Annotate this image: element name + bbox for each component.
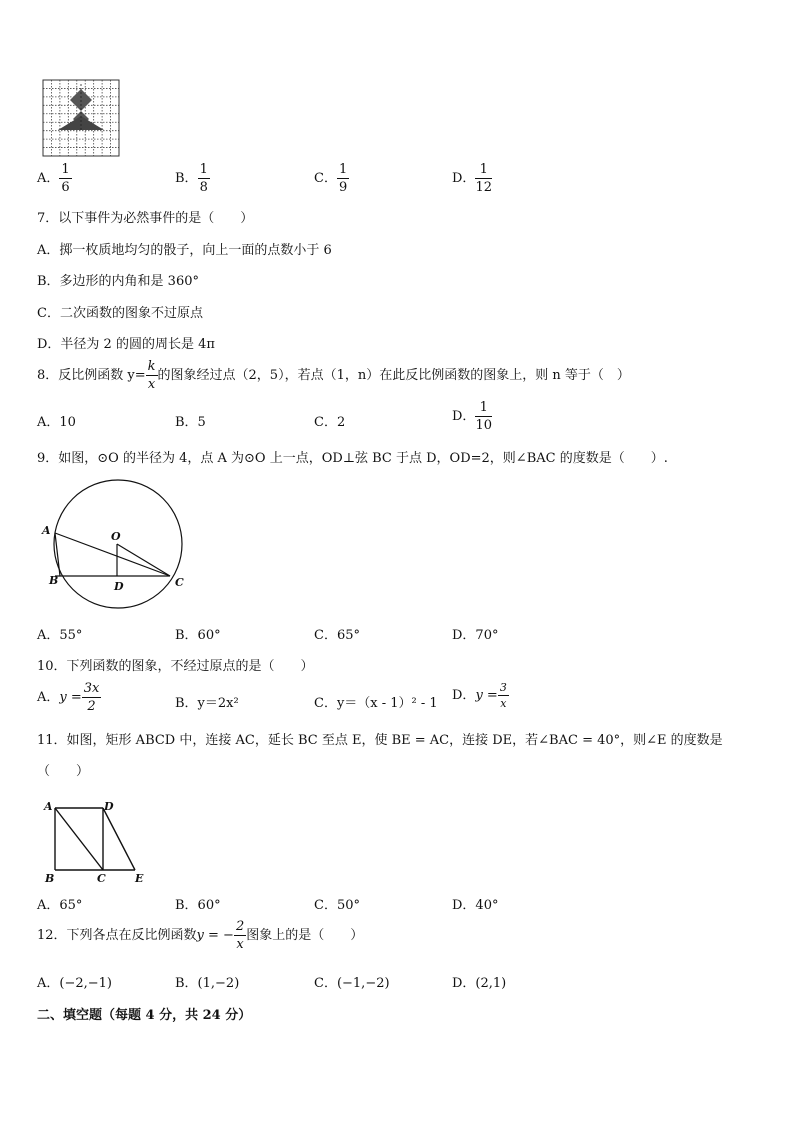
q11-option-c: C．50° <box>314 898 360 913</box>
label-a: A <box>42 524 51 537</box>
fraction: $\frac{1}{9}$ <box>338 162 348 195</box>
q10-option-b: B．y＝2x² <box>175 696 239 711</box>
label-o: O <box>111 530 121 543</box>
fraction: $\frac{3}{x}$ <box>499 681 507 710</box>
q9-option-a: A．55° <box>37 628 83 643</box>
q11-option-d: D．40° <box>452 898 499 913</box>
q7-option-d: D．半径为 2 的圆的周长是 4π <box>37 337 215 352</box>
segment-ab <box>55 533 60 576</box>
label-d: D <box>114 580 124 593</box>
q9-stem: 9．如图，⊙O 的半径为 4，点 A 为⊙O 上一点，OD⊥弦 BC 于点 D，OD=2，则∠BAC 的度数是（ ）. <box>37 451 668 466</box>
fraction: $\frac{1}{12}$ <box>475 162 492 195</box>
q6-option-c: C． $\frac{1}{9}$ <box>314 162 348 195</box>
q7-stem: 7．以下事件为必然事件的是（ ） <box>37 211 254 226</box>
fraction: $\frac{1}{10}$ <box>475 400 492 433</box>
q10-stem: 10．下列函数的图象，不经过原点的是（ ） <box>37 659 314 674</box>
label-e: E <box>135 872 144 885</box>
q9-option-d: D．70° <box>452 628 499 643</box>
label-c: C <box>97 872 106 885</box>
q7-option-b: B．多边形的内角和是 360° <box>37 274 199 289</box>
q9-option-c: C．65° <box>314 628 360 643</box>
q9-option-b: B．60° <box>175 628 221 643</box>
q8-option-b: B．5 <box>175 415 206 430</box>
q7-option-a: A．掷一枚质地均匀的骰子，向上一面的点数小于 6 <box>37 243 332 258</box>
section-2-heading: 二、填空题（每题 4 分，共 24 分） <box>37 1008 252 1023</box>
label-a: A <box>44 800 53 813</box>
q8-option-a: A．10 <box>37 415 76 430</box>
fraction: $\frac{k}{x}$ <box>147 359 156 392</box>
q9-circle-figure <box>40 480 200 610</box>
q10-option-d: D．y = $\frac{3}{x}$ <box>452 681 507 710</box>
q11-stem-continued: （ ） <box>37 764 90 779</box>
q12-option-b: B．(1,−2) <box>175 976 240 991</box>
fraction: $\frac{1}{8}$ <box>199 162 208 195</box>
q11-option-b: B．60° <box>175 898 221 913</box>
q12-stem: 12．下列各点在反比例函数y = − $\frac{2}{x}$ 图象上的是（ ） <box>37 919 364 952</box>
q12-option-c: C．(−1,−2) <box>314 976 390 991</box>
q12-option-a: A．(−2,−1) <box>37 976 112 991</box>
q8-stem: 8．反比例函数 y= $\frac{k}{x}$ 的图象经过点（2，5），若点（1，n）在此反比例函数的图象上，则 n 等于（ ） <box>37 359 630 392</box>
q6-grid-figure <box>43 80 119 156</box>
segment-de <box>103 808 135 870</box>
q8-option-c: C．2 <box>314 415 346 430</box>
q7-option-c: C．二次函数的图象不过原点 <box>37 306 203 321</box>
q8-option-d: D． $\frac{1}{10}$ <box>452 400 492 433</box>
q11-option-a: A．65° <box>37 898 83 913</box>
segment-oc <box>117 544 170 576</box>
q11-stem: 11．如图，矩形 ABCD 中，连接 AC，延长 BC 至点 E，使 BE = AC，连接 DE，若∠BAC = 40°，则∠E 的度数是 <box>37 733 723 748</box>
label-d: D <box>104 800 114 813</box>
q10-option-a: A．y = $\frac{3x}{2}$ <box>37 681 100 714</box>
q6-option-d: D． $\frac{1}{12}$ <box>452 162 492 195</box>
fraction: $\frac{3x}{2}$ <box>83 681 100 714</box>
label-c: C <box>175 576 184 589</box>
label-b: B <box>45 872 55 885</box>
q11-rectangle-figure <box>40 800 160 885</box>
q6-option-a: A． $\frac{1}{6}$ <box>37 162 70 195</box>
label-b: B <box>49 574 59 587</box>
fraction: $\frac{1}{6}$ <box>61 162 70 195</box>
q12-option-d: D．(2,1) <box>452 976 507 991</box>
q6-shaded-triangle <box>58 116 104 130</box>
q10-option-c: C．y＝（x - 1）² - 1 <box>314 696 438 711</box>
q6-option-b: B． $\frac{1}{8}$ <box>175 162 208 195</box>
diagonal-ac <box>55 808 103 870</box>
fraction: $\frac{2}{x}$ <box>235 919 245 952</box>
